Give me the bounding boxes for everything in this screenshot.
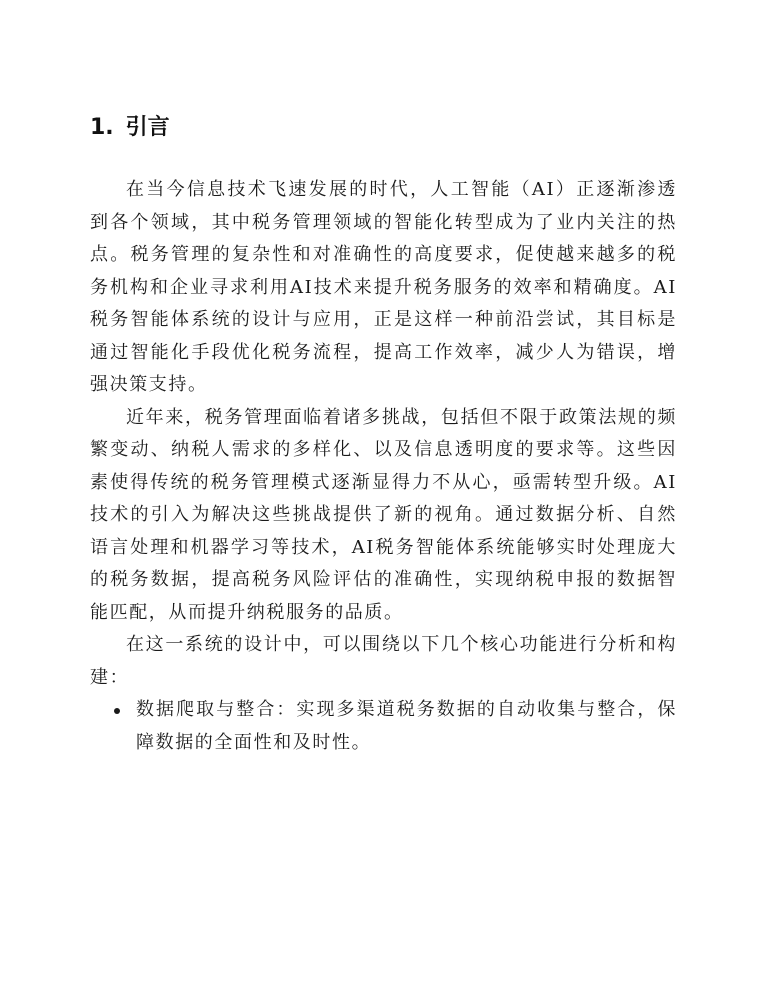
paragraph-design: 在这一系统的设计中，可以围绕以下几个核心功能进行分析和构建： — [90, 634, 677, 688]
paragraph-challenges: 近年来，税务管理面临着诸多挑战，包括但不限于政策法规的频繁变动、纳税人需求的多样化、以及信息透明度的要求等。这些因素使得传统的税务管理模式逐渐显得力不从心，亟需转型升级。AI技术的引入为解决这些挑战提供了新的视角。通过数据分析、自然语言处理和机器学习等技术，AI税务智能体系统能够实时处理庞大的税务数据，提高税务风险评估的准确性，实现纳税申报的数据智能匹配，从而提升纳税服务的品质。 — [90, 406, 677, 623]
list-item — [90, 694, 677, 759]
paragraph-intro: 在当今信息技术飞速发展的时代，人工智能（AI）正逐渐渗透到各个领域，其中税务管理领域的智能化转型成为了业内关注的热点。税务管理的复杂性和对准确性的高度要求，促使越来越多的税务机构和企业寻求利用AI技术来提升税务服务的效率和精确度。AI税务智能体系统的设计与应用，正是这样一种前沿尝试，其目标是通过智能化手段优化税务流程，提高工作效率，减少人为错误，增强决策支持。 — [90, 179, 677, 395]
section-title: 引言 — [125, 115, 170, 140]
bullet-dot-icon — [114, 708, 120, 714]
section-number: 1. — [90, 115, 114, 140]
section-heading — [90, 112, 677, 144]
feature-list — [90, 694, 677, 759]
list-item-text: 数据爬取与整合：实现多渠道税务数据的自动收集与整合，保障数据的全面性和及时性。 — [136, 699, 677, 753]
